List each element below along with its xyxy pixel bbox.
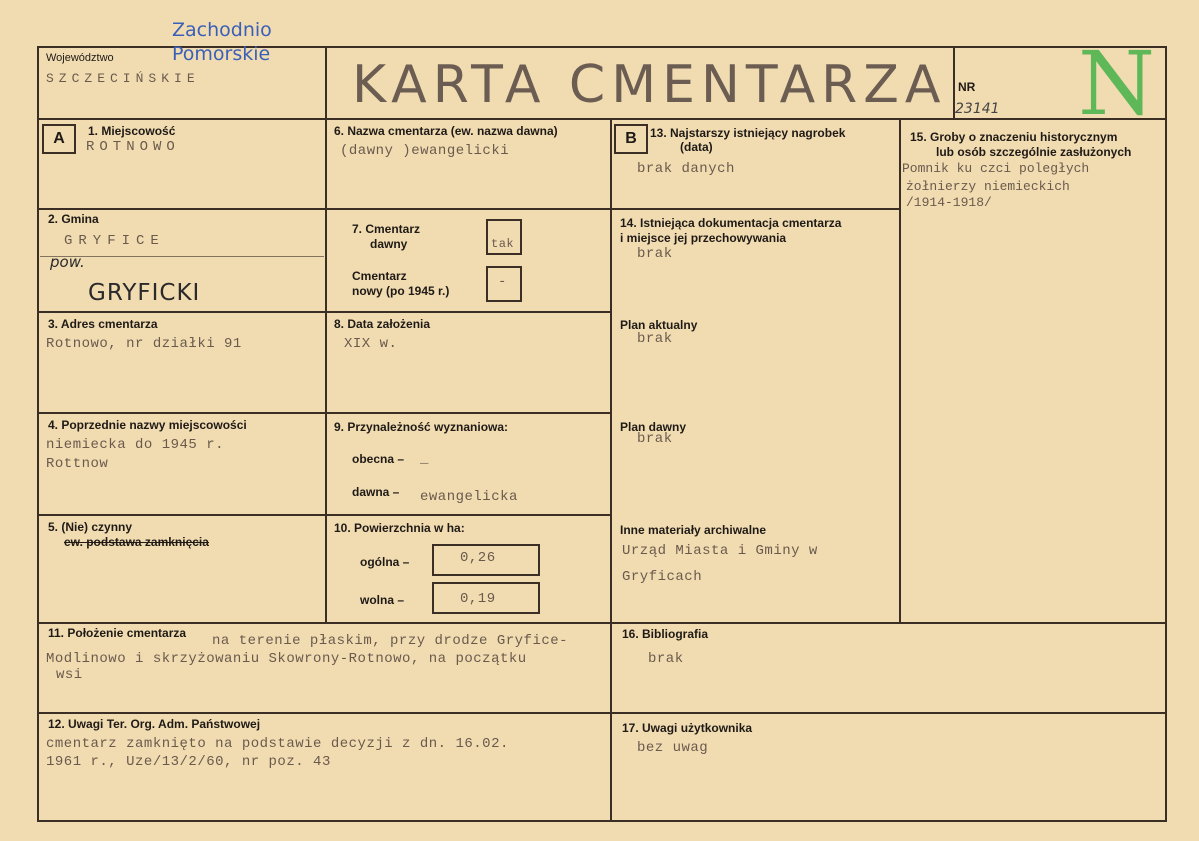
field-11-value-line2: Modlinowo i skrzyżowaniu Skowrony-Rotnowo, na początku <box>46 651 527 667</box>
field-14-sublabel: i miejsce jej przechowywania <box>620 231 787 245</box>
field-13-value: brak danych <box>637 161 735 177</box>
nr-value: 23141 <box>955 101 1000 117</box>
field-5-sublabel: ew. podstawa zamknięcia <box>64 535 209 549</box>
plan-current-value: brak <box>637 331 673 347</box>
col-line-1 <box>325 118 327 624</box>
field-2-pow-label: pow. <box>50 253 85 271</box>
field-15-value-line2: żołnierzy niemieckich <box>906 179 1070 194</box>
field-11-label: 11. Położenie cmentarza <box>48 626 187 640</box>
field-5-label: 5. (Nie) czynny <box>48 520 133 534</box>
field-15-sublabel: lub osób szczególnie zasłużonych <box>936 145 1132 159</box>
frame-left <box>37 46 39 822</box>
field-15-value-line1: Pomnik ku czci poległych <box>902 161 1090 176</box>
row-line-4 <box>37 514 612 516</box>
voivodeship-value: SZCZECIŃSKIE <box>46 71 200 86</box>
frame-right <box>1165 46 1167 822</box>
row-line-6 <box>37 712 1167 714</box>
region-stamp-line2: Pomorskie <box>172 43 271 65</box>
field-8-value: XIX w. <box>344 336 398 352</box>
field-6-value: (dawny )ewangelicki <box>340 143 510 159</box>
region-stamp-line1: Zachodnio <box>172 19 272 41</box>
field-7-old-value: tak <box>491 237 515 251</box>
voivodeship-label: Województwo <box>46 52 114 64</box>
field-1-label: 1. Miejscowość <box>88 124 176 138</box>
field-16-label: 16. Bibliografia <box>622 627 709 641</box>
nr-label: NR <box>958 80 976 94</box>
field-12-label: 12. Uwagi Ter. Org. Adm. Państwowej <box>48 717 261 731</box>
field-9-former-value: ewangelicka <box>420 489 518 505</box>
section-b-marker: B <box>614 124 648 154</box>
row-line-5 <box>37 622 1167 624</box>
row-line-3 <box>37 412 612 414</box>
field-9-label: 9. Przynależność wyznaniowa: <box>334 420 509 434</box>
field-12-value-line2: 1961 r., Uze/13/2/60, nr poz. 43 <box>46 754 331 770</box>
field-9-current-value: _ <box>420 451 429 467</box>
field-2-label: 2. Gmina <box>48 212 99 226</box>
field-7-new-value: - <box>498 274 507 290</box>
header-divider <box>37 118 1167 120</box>
field-3-label: 3. Adres cmentarza <box>48 317 158 331</box>
frame-bottom <box>37 820 1167 822</box>
col-line-2 <box>610 118 612 822</box>
field-10-free-label: wolna – <box>360 593 405 607</box>
row-line-b1 <box>610 208 901 210</box>
field-15-label: 15. Groby o znaczeniu historycznym <box>910 130 1118 144</box>
other-archival-value-line1: Urząd Miasta i Gminy w <box>622 543 818 559</box>
field-10-label: 10. Powierzchnia w ha: <box>334 521 465 535</box>
other-archival-label: Inne materiały archiwalne <box>620 523 767 537</box>
field-4-value-line2: Rottnow <box>46 456 109 472</box>
field-13-label: 13. Najstarszy istniejący nagrobek <box>650 126 846 140</box>
field-4-label: 4. Poprzednie nazwy miejscowości <box>48 418 247 432</box>
field-10-total-value: 0,26 <box>460 550 496 566</box>
field-14-label: 14. Istniejąca dokumentacja cmentarza <box>620 216 842 230</box>
field-7-old-label: dawny <box>370 237 408 251</box>
field-8-label: 8. Data założenia <box>334 317 431 331</box>
field-12-value-line1: cmentarz zamknięto na podstawie decyzji z dn. 16.02. <box>46 736 509 752</box>
plan-current-label: Plan aktualny <box>620 318 698 332</box>
field-10-total-label: ogólna – <box>360 555 410 569</box>
field-4-value-line1: niemiecka do 1945 r. <box>46 437 225 453</box>
field-3-value: Rotnowo, nr działki 91 <box>46 336 242 352</box>
category-letter: N <box>1078 32 1155 135</box>
field-13-sublabel: (data) <box>680 140 713 154</box>
field-9-former-label: dawna – <box>352 485 400 499</box>
field-9-current-label: obecna – <box>352 452 405 466</box>
plan-old-label: Plan dawny <box>620 420 687 434</box>
field-15-value-line3: /1914-1918/ <box>906 195 992 210</box>
other-archival-value-line2: Gryficach <box>622 569 703 585</box>
row-line-1 <box>37 208 612 210</box>
plan-old-value: brak <box>637 431 673 447</box>
field-7-label: 7. Cmentarz <box>352 222 421 236</box>
field-7-new-sublabel: nowy (po 1945 r.) <box>352 284 450 298</box>
field-11-value-line1: na terenie płaskim, przy drodze Gryfice- <box>212 633 569 649</box>
field-17-value: bez uwag <box>637 740 709 756</box>
field-17-label: 17. Uwagi użytkownika <box>622 721 753 735</box>
field-2-pow-value: GRYFICKI <box>88 280 201 306</box>
row-line-2 <box>37 311 612 313</box>
section-a-marker: A <box>42 124 76 154</box>
card-title: KARTA CMENTARZA <box>352 55 947 115</box>
field-16-value: brak <box>648 651 684 667</box>
field-2-value: GRYFICE <box>64 233 165 249</box>
field-6-label: 6. Nazwa cmentarza (ew. nazwa dawna) <box>334 124 558 138</box>
header-col-1 <box>325 46 327 120</box>
field-10-free-value: 0,19 <box>460 591 496 607</box>
col-line-3 <box>899 118 901 624</box>
field-1-value: ROTNOWO <box>86 139 180 155</box>
field-14-value: brak <box>637 246 673 262</box>
field-11-value-line3: wsi <box>56 667 83 683</box>
field-7-new-label: Cmentarz <box>352 269 407 283</box>
